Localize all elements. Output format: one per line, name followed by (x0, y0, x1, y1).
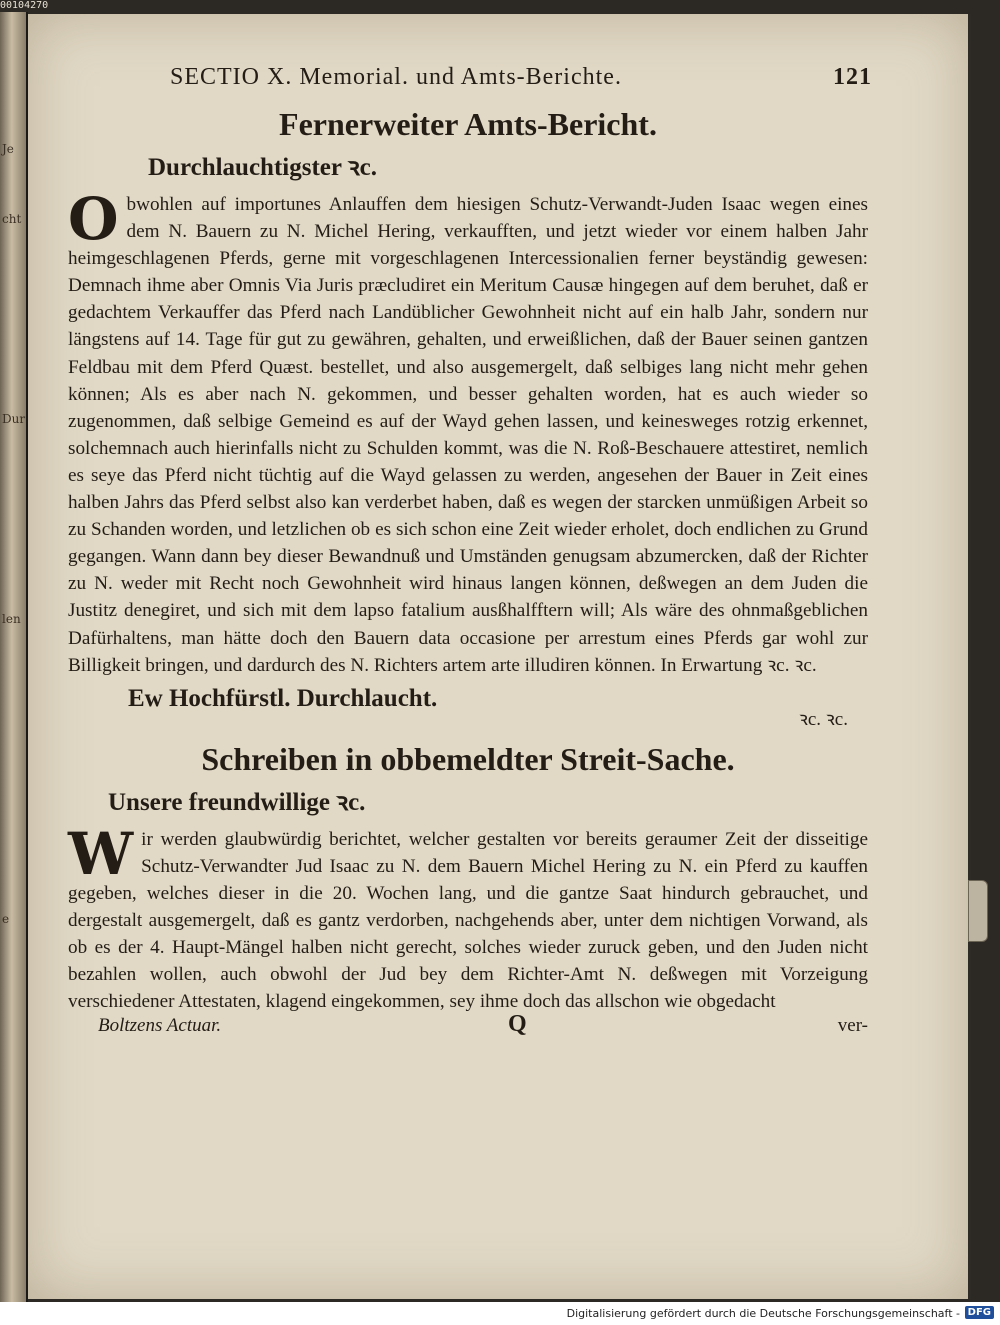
dfg-logo: DFG (965, 1306, 994, 1319)
scan-id-label: 00104270 (0, 0, 49, 11)
letter-dropcap: W (68, 819, 134, 888)
credit-text: Digitalisierung gefördert durch die Deutsche Forschungsgemeinschaft - (566, 1307, 960, 1320)
report-closing: Ew Hochfürstl. Durchlaucht. (128, 684, 438, 712)
report-text: bwohlen auf importunes Anlauffen dem hiesigen Schutz-Verwandt-Juden Isaac wegen eines dem N. Bauern zu N. Michel Hering, verkaufften, und jetzt wieder vor einem halben Jahr heimgeschlagenen Pferds, gerne mit vorgeschlagenen Intercessionalien ferner beyständig gewesen: Demnach ihme aber Omnis Via Juris præcludiret ein Meritum Causæ hingegen auf dem beruhet, daß er gedachtem Verkauffer das Pferd nach Landüblicher Gewohnheit nicht auf ein halb Jahr, sondern nur längstens auf 14. Tage für gut zu gewähren, gehalten, und erweißlichen, daß der Bauer seinen gantzen Feldbau mit dem Pferd Quæst. bestellet, und also ausgemergelt, daß selbiges lang nicht mehr gehen können; Als es aber nach N. gekommen, und besser gehalten worden, hat es auch wieder so zugenommen, daß selbige Gemeind es auf der Wayd gehen lassen, und keinesweges rotzig erkennet, solchemnach auch hierinfalls nicht zu Schulden kommt, was die N. Roß-Beschauere attestiret, nemlich es seye das Pferd nicht tüchtig auf die Wayd gelassen zu werden, angesehen der Bauer in Zeit eines halben Jahrs das Pferd selbst also kan verderbet haben, daß es wegen der starcken unmüßigen Arbeit so zu Schanden worden, und letzlichen ob es sich schon eine Zeit wieder erholet, doch endlichen zu Grund gegangen. Wann dann bey dieser Bewandnuß und Umständen genugsam abzumercken, daß der Richter zu N. weder mit Recht noch Gewohnheit wird hinaus langen können, deßwegen an dem Juden die Justitz denegiret, und sich mit dem lapso fatalium ausßhalfftern will; Als wäre des ohnmaßgeblichen Dafürhaltens, man hätte doch den Bauern data occasione per arrestum eines Pferds gar wohl zur Billigkeit bringen, und dardurch des N. Richters artem arte illudiren können. In Erwartung ꝛc. ꝛc. (68, 194, 868, 676)
page-content (68, 62, 872, 1043)
letter-text: ir werden glaubwürdig berichtet, welcher gestalten vor bereits geraumer Zeit der disseitige Schutz-Verwandter Jud Isaac zu N. dem Bauern Michel Hering zu N. ein Pferd zu kauffen gegeben, welches dieser in die 20. Wochen lang, und die gantze Saat hindurch gebrauchet, und dergestalt ausgemergelt, daß es gantz verdorben, nachgehends aber, unter dem nichtigen Vorwand, als ob es der 4. Haupt-Mängel halben nicht gerecht, solches wieder zuruck geben, und den Juden nicht bezahlen wollen, auch obwohl der Jud bey dem Richter-Amt N. deßwegen mit Vorzeigung verschiedener Attestaten, klagend eingekommen, sey ihme doch das allschon wie obgedacht (68, 828, 868, 1013)
page-number: 121 (833, 64, 872, 90)
section-title: SECTIO X. Memorial. und Amts-Berichte. (170, 64, 622, 90)
running-head (68, 62, 872, 102)
credit-bar (0, 1302, 1000, 1325)
page-footer (68, 1011, 868, 1043)
letter-heading: Schreiben in obbemeldter Streit-Sache. (201, 740, 735, 777)
letter-salutation: Unsere freundwillige ꝛc. (108, 788, 366, 816)
signature-mark: Q (508, 1011, 527, 1038)
book-clasp-edge (968, 880, 988, 942)
catchword: ver- (837, 1015, 868, 1037)
report-body (68, 185, 868, 679)
book-page (28, 14, 971, 1299)
signature: Boltzens Actuar. (98, 1015, 222, 1037)
report-closing-etc: ꝛc. ꝛc. (798, 708, 848, 730)
report-dropcap: O (68, 185, 119, 253)
letter-body (68, 819, 868, 1016)
previous-page-edge: Je cht Dur len e (0, 12, 28, 1302)
report-salutation: Durchlauchtigster ꝛc. (148, 154, 377, 181)
report-heading: Fernerweiter Amts-Bericht. (279, 106, 657, 142)
